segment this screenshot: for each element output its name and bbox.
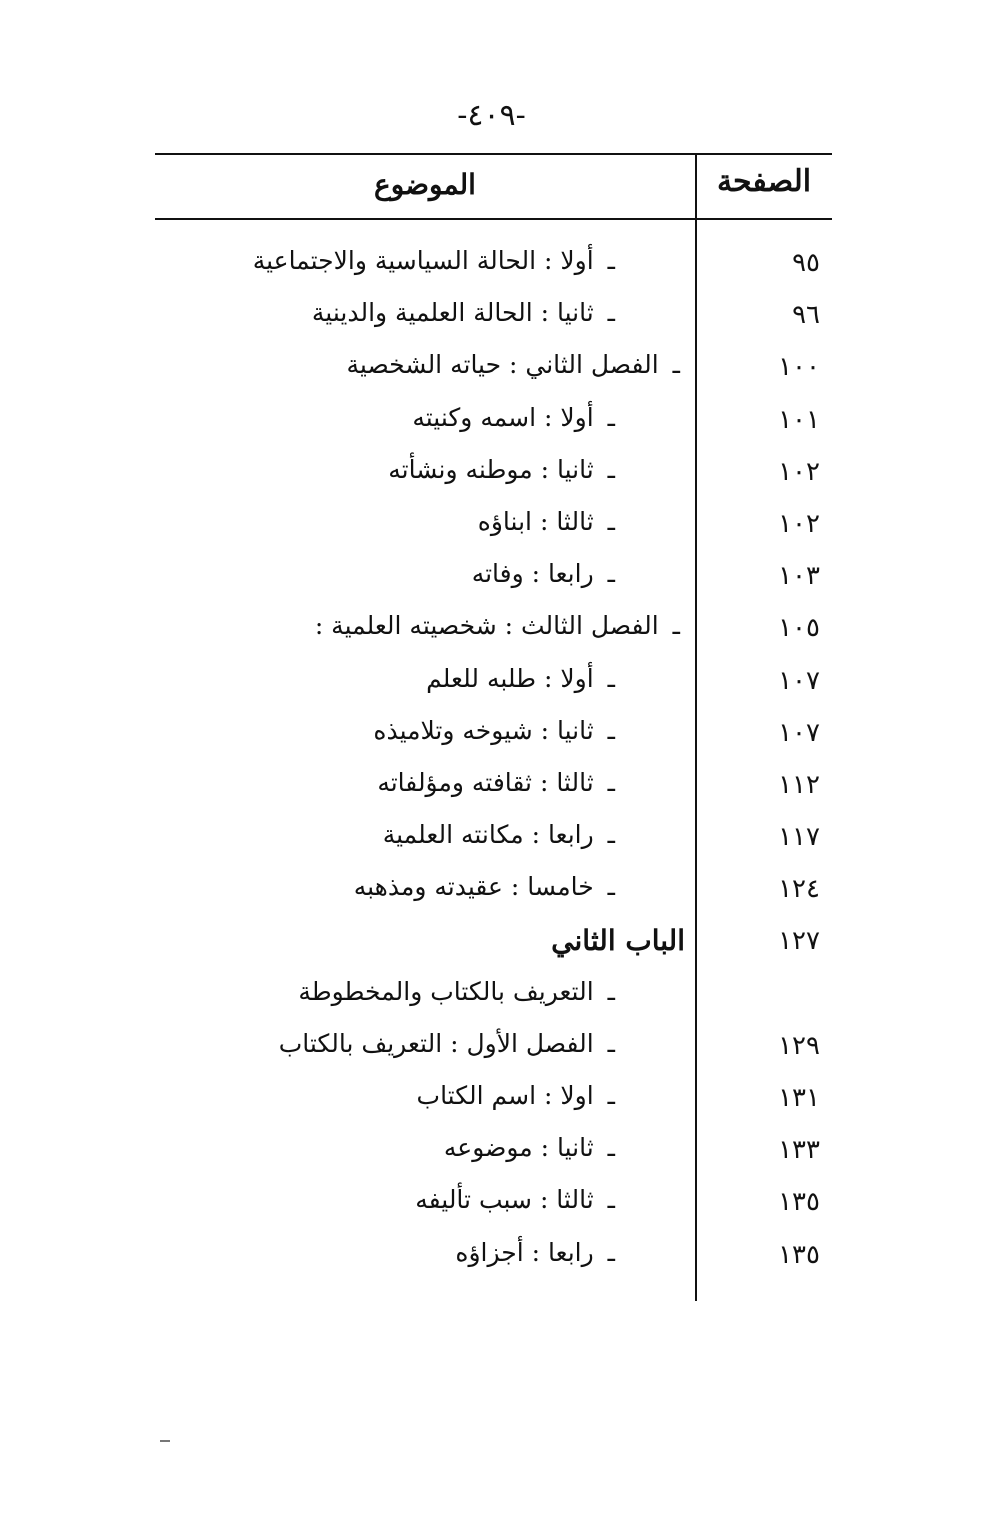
toc-entry: [373, 716, 615, 745]
toc-page-number: ١٢٧: [778, 926, 820, 957]
toc-list: [155, 240, 832, 1284]
toc-row: [155, 240, 832, 292]
toc-entry-text: الفصل الثاني : حياته الشخصية: [346, 350, 659, 380]
toc-entry-text: أولا : الحالة السياسية والاجتماعية: [252, 246, 594, 275]
toc-entry-text: ثالثا : ابناؤه: [477, 506, 594, 536]
table-top-rule: [155, 153, 832, 155]
toc-page-number: ١٣٣: [778, 1135, 820, 1166]
toc-entry: [412, 403, 615, 432]
toc-entry-dash: ـ: [607, 663, 615, 693]
toc-entry-dash: ـ: [607, 506, 615, 536]
toc-entry: [455, 1238, 615, 1267]
toc-page-number: ١٣٥: [778, 1239, 820, 1270]
toc-row: [155, 1075, 832, 1127]
toc-entry-dash: ـ: [607, 1028, 615, 1058]
toc-entry-text: ثانيا : الحالة العلمية والدينية: [311, 298, 594, 328]
toc-entry-text: اولا : اسم الكتاب: [416, 1081, 594, 1110]
toc-entry-text: خامسا : عقيدته ومذهبه: [353, 872, 594, 902]
toc-entry: [478, 507, 615, 536]
toc-page-number: ١٠٢: [778, 456, 820, 487]
toc-page-number: ٩٦: [792, 300, 820, 331]
toc-row: [155, 1232, 832, 1284]
toc-page-number: ١١٧: [778, 822, 820, 853]
toc-entry: [472, 559, 615, 588]
toc-row: [155, 710, 832, 762]
toc-entry-dash: ـ: [607, 402, 615, 432]
table-header-rule: [155, 218, 832, 220]
toc-page-number: ١٠٧: [778, 717, 820, 748]
toc-page-number: ١٣٥: [778, 1187, 820, 1218]
toc-page-number: ١٠٧: [778, 665, 820, 696]
toc-entry: [315, 611, 680, 640]
toc-entry-dash: ـ: [607, 559, 615, 589]
toc-entry-dash: ـ: [607, 715, 615, 745]
toc-row: [155, 605, 832, 657]
toc-row: [155, 971, 832, 1023]
toc-row: [155, 762, 832, 814]
toc-row: [155, 1179, 832, 1231]
toc-entry: [388, 455, 615, 484]
toc-page-number: ١٠٥: [778, 613, 820, 644]
topic-column-header: الموضوع: [374, 168, 476, 201]
toc-entry-dash: ـ: [607, 246, 615, 275]
toc-row: [155, 344, 832, 396]
toc-entry-text: الفصل الأول : التعريف بالكتاب: [278, 1028, 594, 1058]
toc-page-number: ٩٥: [792, 248, 820, 278]
toc-entry-dash: ـ: [607, 872, 615, 902]
toc-page-number: ١١٢: [778, 769, 820, 800]
toc-entry: [383, 820, 615, 849]
toc-entry-text: رابعا : وفاته: [471, 559, 594, 589]
toc-row: [155, 397, 832, 449]
toc-entry-dash: ـ: [672, 350, 680, 380]
toc-row: [155, 1127, 832, 1179]
page-number: -٤٠٩-: [457, 98, 526, 133]
toc-row: [155, 918, 832, 970]
toc-entry-text: التعريف بالكتاب والمخطوطة: [298, 976, 594, 1006]
toc-entry-text: ثانيا : موضوعه: [443, 1133, 594, 1163]
toc-entry: [347, 350, 681, 379]
toc-row: [155, 553, 832, 605]
toc-entry-text: رابعا : مكانته العلمية: [382, 820, 594, 850]
toc-entry-text: الفصل الثالث : شخصيته العلمية :: [314, 611, 659, 641]
toc-row: [155, 501, 832, 553]
toc-entry: [415, 1185, 615, 1214]
toc-entry-dash: ـ: [607, 767, 615, 797]
toc-entry: [426, 664, 615, 693]
toc-row: [155, 292, 832, 344]
toc-entry-dash: ـ: [672, 611, 680, 641]
toc-entry: [354, 872, 615, 901]
toc-entry-text: ثانيا : موطنه ونشأته: [388, 454, 594, 484]
toc-entry: [253, 246, 615, 275]
toc-page-number: ١٠١: [778, 404, 820, 435]
toc-entry: [417, 1081, 615, 1110]
toc-entry: [312, 298, 615, 327]
toc-entry: [377, 768, 615, 797]
toc-entry-text: ثالثا : سبب تأليفه: [415, 1185, 594, 1215]
toc-entry-text: أولا : طلبه للعلم: [426, 663, 594, 693]
toc-entry: [444, 1133, 615, 1162]
toc-page-number: ١٣١: [778, 1083, 820, 1113]
toc-entry-dash: ـ: [607, 976, 615, 1006]
toc-entry-text: الباب الثاني: [551, 924, 685, 958]
toc-page-number: ١٠٢: [778, 508, 820, 539]
toc-entry-dash: ـ: [607, 820, 615, 850]
toc-entry-dash: ـ: [607, 1185, 615, 1215]
toc-entry-text: أولا : اسمه وكنيته: [412, 402, 594, 432]
toc-entry-dash: ـ: [607, 454, 615, 484]
toc-entry-dash: ـ: [607, 298, 615, 328]
toc-entry-text: ثانيا : شيوخه وتلاميذه: [373, 715, 594, 745]
toc-entry: [279, 1029, 615, 1058]
toc-row: [155, 1023, 832, 1075]
toc-page-number: ١٠٠: [778, 352, 820, 383]
toc-part-heading: [551, 924, 685, 957]
toc-page-number: ١٢٩: [778, 1030, 820, 1061]
toc-entry: [298, 977, 615, 1006]
toc-row: [155, 866, 832, 918]
toc-entry-dash: ـ: [607, 1133, 615, 1163]
scan-mark: [160, 1440, 170, 1442]
page-column-header: الصفحة: [716, 164, 812, 199]
toc-entry-text: رابعا : أجزاؤه: [455, 1237, 594, 1267]
toc-entry-dash: ـ: [607, 1081, 615, 1110]
toc-entry-text: ثالثا : ثقافته ومؤلفاته: [377, 767, 594, 797]
toc-row: [155, 449, 832, 501]
toc-row: [155, 814, 832, 866]
toc-entry-dash: ـ: [607, 1237, 615, 1267]
toc-page-number: ١٢٤: [778, 874, 820, 905]
toc-page-number: ١٠٣: [778, 561, 820, 592]
toc-row: [155, 658, 832, 710]
